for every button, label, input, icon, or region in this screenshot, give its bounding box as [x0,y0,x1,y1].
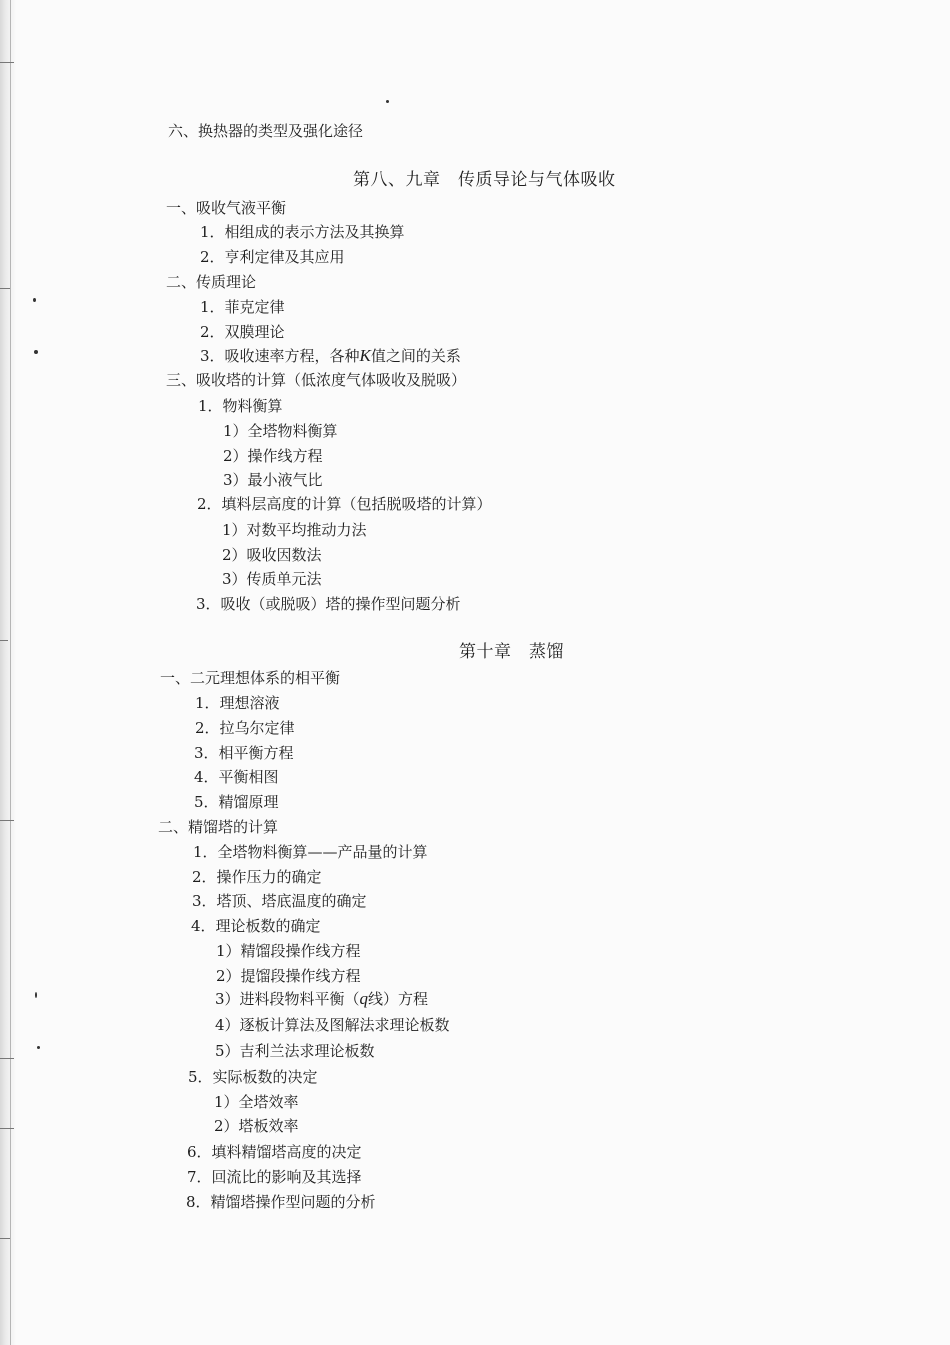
outline-item-text: 3．吸收速率方程，各种 [200,347,360,365]
outline-item: 2．填料层高度的计算（包括脱吸塔的计算） [197,495,492,513]
section-heading: 一、吸收气液平衡 [166,199,287,217]
section-heading: 一、二元理想体系的相平衡 [160,669,341,687]
outline-subitem: 3）传质单元法 [222,570,322,588]
outline-item: 6．填料精馏塔高度的决定 [187,1143,362,1161]
outline-item: 1．物料衡算 [198,397,283,415]
outline-item: 1．理想溶液 [195,694,280,712]
outline-item: 1．全塔物料衡算——产品量的计算 [193,843,428,861]
outline-item: 3．塔顶、塔底温度的确定 [192,892,367,910]
outline-item: 4．平衡相图 [194,768,279,786]
scan-speck [386,100,389,103]
chapter-title-distillation: 第十章 蒸馏 [459,642,564,662]
section-heading: 二、传质理论 [166,273,257,291]
outline-item-text: 线）方程 [368,990,429,1008]
outline-subitem: 1）对数平均推动力法 [222,521,367,539]
outline-item: 5．实际板数的决定 [188,1068,318,1086]
math-variable-q: q [359,989,369,1008]
outline-item [200,346,461,366]
section-heading: 三、吸收塔的计算（低浓度气体吸收及脱吸） [166,371,467,389]
outline-item: 5．精馏原理 [194,793,279,811]
outline-subitem: 3）最小液气比 [223,471,323,489]
binding-edge-shadow [0,0,16,1345]
outline-item: 2．亨利定律及其应用 [200,248,345,266]
outline-item: 4．理论板数的确定 [191,917,321,935]
outline-item-text: 3）进料段物料平衡（ [215,990,360,1008]
binding-edge-line [10,0,11,1345]
scan-margin-mark [0,640,8,641]
chapter-title-mass-transfer: 第八、九章 传质导论与气体吸收 [353,170,616,190]
scan-margin-mark [0,62,14,63]
outline-subitem: 4）逐板计算法及图解法求理论板数 [215,1016,450,1034]
scan-margin-mark [0,288,10,289]
outline-subitem: 1）全塔物料衡算 [223,422,338,440]
scan-margin-mark [0,820,14,821]
scan-margin-mark [0,1238,10,1239]
outline-subitem: 1）全塔效率 [214,1093,299,1111]
outline-item: 7．回流比的影响及其选择 [187,1168,362,1186]
outline-subitem: 2）塔板效率 [214,1117,299,1135]
outline-subitem: 1）精馏段操作线方程 [216,942,361,960]
scan-speck [33,298,36,302]
scan-margin-mark [0,1128,14,1129]
outline-item: 3．相平衡方程 [194,744,294,762]
outline-item: 2．拉乌尔定律 [195,719,295,737]
outline-subitem: 5）吉利兰法求理论板数 [215,1042,375,1060]
outline-subitem: 2）操作线方程 [223,447,323,465]
scan-speck [37,1046,40,1049]
math-variable-k: K [359,346,371,365]
outline-item-heat-exchanger-types: 六、换热器的类型及强化途径 [168,122,364,140]
scan-speck [34,350,38,354]
section-heading: 二、精馏塔的计算 [158,818,279,836]
scan-speck [35,992,37,998]
outline-subitem: 2）吸收因数法 [222,546,322,564]
outline-subitem: 2）提馏段操作线方程 [216,967,361,985]
outline-item: 1．相组成的表示方法及其换算 [200,223,405,241]
outline-item: 1．菲克定律 [200,298,285,316]
outline-item: 2．双膜理论 [200,323,285,341]
outline-item-text: 值之间的关系 [370,347,461,365]
outline-item: 8．精馏塔操作型问题的分析 [186,1193,376,1211]
outline-item: 3．吸收（或脱吸）塔的操作型问题分析 [196,595,461,613]
scan-margin-mark [0,1058,14,1059]
outline-item: 2．操作压力的确定 [192,868,322,886]
outline-subitem [215,989,428,1009]
